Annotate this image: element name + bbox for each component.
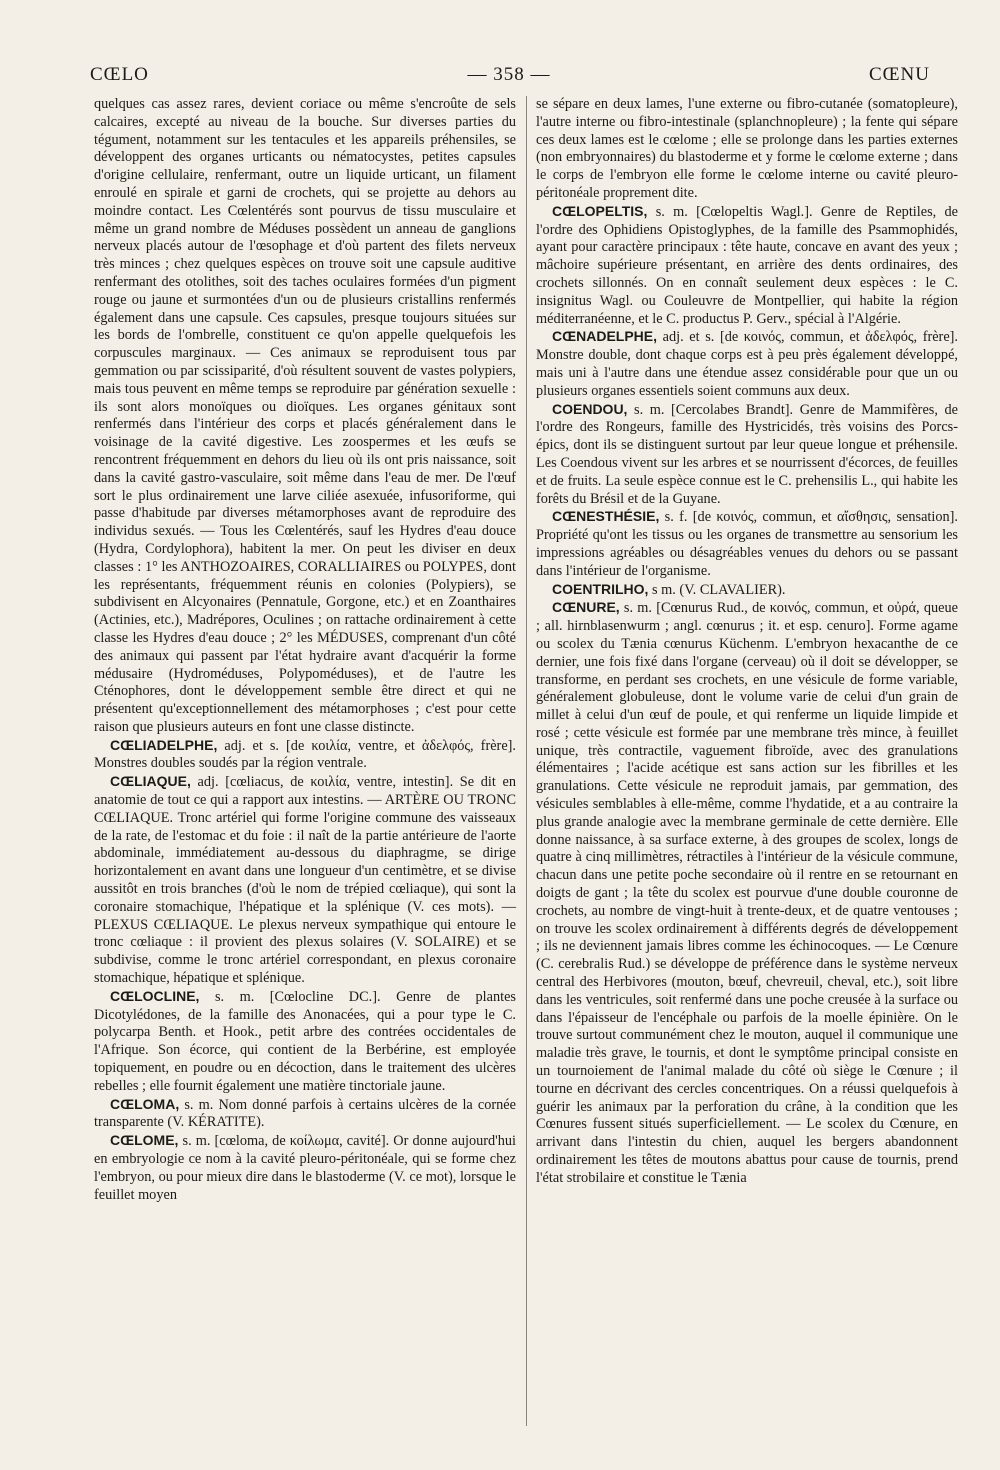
headword: CŒLIAQUE, [110, 773, 191, 790]
entry-coenure: CŒNURE, s. m. [Cœnurus Rud., de κοινός, commun, et οὐρά, queue ; all. hirnblasenwurm ; angl. cœnurus ; it. et esp. cenuro]. Forme agame ou scolex du Tænia cœnurus Küchenm. L'embryon hexacanthe de ce dernier, une fois fixé dans l'organe (cerveau) où il doit se développer, se transforme, en perdant ses crochets, en une vésicule de forme variable, généralement globuleuse, dont le volume varie de celui d'un grain de millet à celui d'un œuf de poule, et qui renferme un liquide limpide et rosé ; cette vésicule est formée par une membrane très mince, à feuillet unique, très contractile, vaguement fibroïde, avec des granulations élémentaires ; l'acide acétique est sans action sur les fibrilles et les granulations. Cette vésicule ne reproduit jamais, par gemmation, des vésicules semblables à elle-même, comme l'hydatide, et a au contraire la plus grande analogie avec la membrane germinale de cette dernière. Elle donne naissance, à sa surface externe, à des groupes de scolex, longs de quatre à cinq millimètres, rétractiles à l'intérieur de la vésicule commune, chacun dans une petite poche secondaire où il rentre en se retournant en doigts de gant ; la tête du scolex est pourvue d'une double couronne de crochets, au nombre de vingt-huit à trente-deux, et de quatre ventouses ; on trouve les scolex ordinairement à différents degrés de développement ; ils ne deviennent jamais libres comme les échinocoques. — Le Cœnure (C. cerebralis Rud.) se développe de préférence dans le système nerveux central des Herbivores (mouton, bœuf, chevreuil, cheval, etc.), soit libre dans les ventricules, soit renfermé dans une poche creusée à la surface ou dans l'épaisseur de l'encéphale ou parfois de la moelle épinière. On le trouve surtout communément chez le mouton, auquel il communique une maladie très grave, le tournis, et dont le symptôme principal consiste en un tournoiement de l'animal malade du côté où siège le Cœnure ; il tourne en décrivant des cercles concentriques. On a réussi quelquefois à guérir les animaux par la perforation du crâne, à la condition que les Cœnures fussent situés superficiellement. — Le scolex du Cœnure, en arrivant dans l'intestin du chien, auquel les bergers abandonnent ordinairement les têtes de moutons abattus pour cause de tournis, prend l'état strobilaire et constitue le Tænia [536, 599, 958, 1186]
entry-coendou: COENDOU, s. m. [Cercolabes Brandt]. Genre de Mammifères, de l'ordre des Rongeurs, famille des Hystricidés, très voisins des Porcs-épics, dont ils se distinguent surtout par leur queue longue et préhensile. Les Coendous vivent sur les arbres et se nourrissent d'écorces, de feuilles et de fruits. La seule espèce connue est le C. prehensilis L., qui habite les forêts du Brésil et de la Guyane. [536, 400, 958, 507]
right-column [536, 96, 958, 1188]
entry-coelopeltis: CŒLOPELTIS, s. m. [Cœlopeltis Wagl.]. Genre de Reptiles, de l'ordre des Ophidiens Opistoglyphes, de la famille des Psammophidés, ayant pour caractère principaux : tête haute, concave en avant des yeux ; mâchoire supérieure présentant, en arrière des dents ordinaires, des crochets sillonnés. On en connaît seulement deux espèces : le C. insignitus Wagl. ou Couleuvre de Montpellier, qui habite la région méditerranéenne, et le C. productus P. Gerv., spécial à l'Algérie. [536, 202, 958, 327]
entry-coeloma: CŒLOMA, s. m. Nom donné parfois à certains ulcères de la cornée transparente (V. KÉRATITE). [94, 1095, 516, 1131]
header-right-guide-word: CŒNU [868, 64, 930, 85]
entry-continuation: se sépare en deux lames, l'une externe ou fibro-cutanée (somatopleure), l'autre interne ou fibro-intestinale (splanchnopleure) ; la fente qui sépare ces deux lames est le cœlome ; elle se prolonge dans les parties externes (non embryonnaires) du blastoderme et y forme le cœlome externe ; dans le corps de l'embryon elle forme le cœlome interne ou cavité pleuro-péritonéale proprement dite. [536, 96, 958, 201]
headword: CŒLOMA, [110, 1095, 180, 1112]
headword: CŒLOME, [110, 1132, 179, 1149]
entry-coenadelphe: CŒNADELPHE, adj. et s. [de κοινός, commun, et ἀδελφός, frère]. Monstre double, dont chaque corps est à peu près également développé, mais uni à l'autre dans une étendue assez considérable pour que un ou plusieurs organes essentiels soient communs aux deux. [536, 328, 958, 399]
entry-coeliadelphe: CŒLIADELPHE, adj. et s. [de κοιλία, ventre, et ἀδελφός, frère]. Monstres doubles soudés par la région ventrale. [94, 736, 516, 772]
headword: CŒNESTHÉSIE, [552, 508, 660, 525]
entry-coeliaque: CŒLIAQUE, adj. [cœliacus, de κοιλία, ventre, intestin]. Se dit en anatomie de tout ce qui a rapport aux intestins. — ARTÈRE OU TRONC CŒLIAQUE. Tronc artériel qui forme l'origine commune des vaisseaux de la rate, de l'estomac et du foie : il naît de la partie antérieure de l'aorte abdominale, immédiatement au-dessous du diaphragme, se dirige horizontalement en avant dans une longueur d'un centimètre, et se divise aussitôt en trois branches (d'où le nom de trépied cœliaque), qui sont la coronaire stomachique, l'hépatique et la splénique (V. ces mots). — PLEXUS CŒLIAQUE. Le plexus nerveux sympathique qui entoure le tronc cœliaque : il provient des plexus solaires (V. SOLAIRE) et se subdivise, comme le tronc artériel correspondant, en plexus coronaire stomachique, hépatique et splénique. [94, 773, 516, 987]
left-column [94, 96, 516, 1204]
headword: COENDOU, [552, 400, 628, 417]
header-left-guide-word: CŒLO [90, 64, 149, 85]
entry-continuation: quelques cas assez rares, devient coriace ou même s'encroûte de sels calcaires, excepté au niveau de la bouche. Sur diverses parties du tégument, notamment sur les tentacules et les appareils préhensiles, se développent des organes urticants ou nématocystes, petites capsules d'origine cellulaire, renfermant, outre un liquide urticant, un filament enroulé en spirale et garni de crochets, qui se projette au dehors au moindre contact. Les Cœlentérés sont pourvus de tissu musculaire et même un grand nombre de Méduses possèdent un anneau de ganglions nerveux placés autour de l'œsophage et d'où partent des filets nerveux très minces ; chez quelques espèces on trouve soit une capsule auditive renfermant des otolithes, soit des taches oculaires formées d'un pigment rouge ou jaune et surmontées d'un ou de plusieurs cristallins renfermés également dans une capsule. Ces capsules, presque toujours situées sur les bords de l'ombrelle, constituent ce qu'on appelle quelquefois les corpuscules marginaux. — Ces animaux se reproduisent tous par gemmation ou par scissiparité, d'où résultent souvent de vastes polypiers, mais tous peuvent en même temps se reproduire par génération sexuelle : ils sont alors monoïques ou dioïques. Les organes génitaux sont renfermés dans l'intérieur des corps et placés généralement dans le voisinage de la cavité digestive. Les zoospermes et les œufs se rencontrent fréquemment en dehors du lieu où ils ont pris naissance, soit dans la cavité gastro-vasculaire, soit même dans l'eau de mer. De l'œuf sort le plus ordinairement une larve ciliée asexuée, infusoriforme, qui passe d'habitude par diverses métamorphoses avant de reproduire des individus sexués. — Tous les Cœlentérés, sauf les Hydres d'eau douce (Hydra, Cordylophora), habitent la mer. On peut les diviser en deux classes : 1° les ANTHOZOAIRES, CORALLIAIRES ou POLYPES, dont les représentants, fréquemment réunis en colonies (Polypiers), se subdivisent en Alcyonaires (Pennatule, Gorgone, etc.) et en Zoanthaires (Actinies, etc.), Madrépores, Oculines ; on rattache ordinairement à cette classe les Hydres d'eau douce ; 2° les MÉDUSES, comprenant d'un côté des animaux qui passent par l'état hydraire avant d'acquérir la forme médusaire (Hydroméduses, Polypoméduses), et de l'autre les Cténophores, dont le développement semble être direct et qui ne présentent qu'exceptionnellement des métamorphoses ; c'est pour cette raison que plusieurs auteurs en font une classe distincte. [94, 96, 516, 735]
headword: COENTRILHO, [552, 580, 649, 597]
entry-coentrilho: COENTRILHO, s m. (V. CLAVALIER). [552, 580, 786, 598]
headword: CŒNURE, [552, 599, 620, 616]
column-divider [526, 96, 527, 1426]
headword: CŒLIADELPHE, [110, 736, 218, 753]
headword: CŒNADELPHE, [552, 328, 658, 345]
running-header [90, 60, 930, 90]
entry-coenesthesie: CŒNESTHÉSIE, s. f. [de κοινός, commun, et αἴσθησις, sensation]. Propriété qu'ont les tissus ou les organes de transmettre au sensorium les impressions agréables ou désagréables venues du dehors ou se passant dans l'intérieur de l'organisme. [536, 508, 958, 579]
headword: CŒLOCLINE, [110, 987, 200, 1004]
page-number: — 358 — [467, 64, 551, 85]
headword: CŒLOPELTIS, [552, 202, 648, 219]
entry-coelome: CŒLOME, s. m. [cœloma, de κοίλωμα, cavité]. Or donne aujourd'hui en embryologie ce nom à la cavité pleuro-péritonéale, qui se forme chez l'embryon, ou pour mieux dire dans le blastoderme (V. ce mot), lorsque le feuillet moyen [94, 1132, 516, 1203]
entry-coelocline: CŒLOCLINE, s. m. [Cœlocline DC.]. Genre de plantes Dicotylédones, de la famille des Anonacées, qui a pour type le C. polycarpa Benth. et Hook., petit arbre des contrées occidentales de l'Afrique. Son écorce, qui contient de la Berbérine, est employée topiquement, en poudre ou en décoction, dans le traitement des ulcères rebelles ; elle fournit également une matière tinctoriale jaune. [94, 987, 516, 1094]
